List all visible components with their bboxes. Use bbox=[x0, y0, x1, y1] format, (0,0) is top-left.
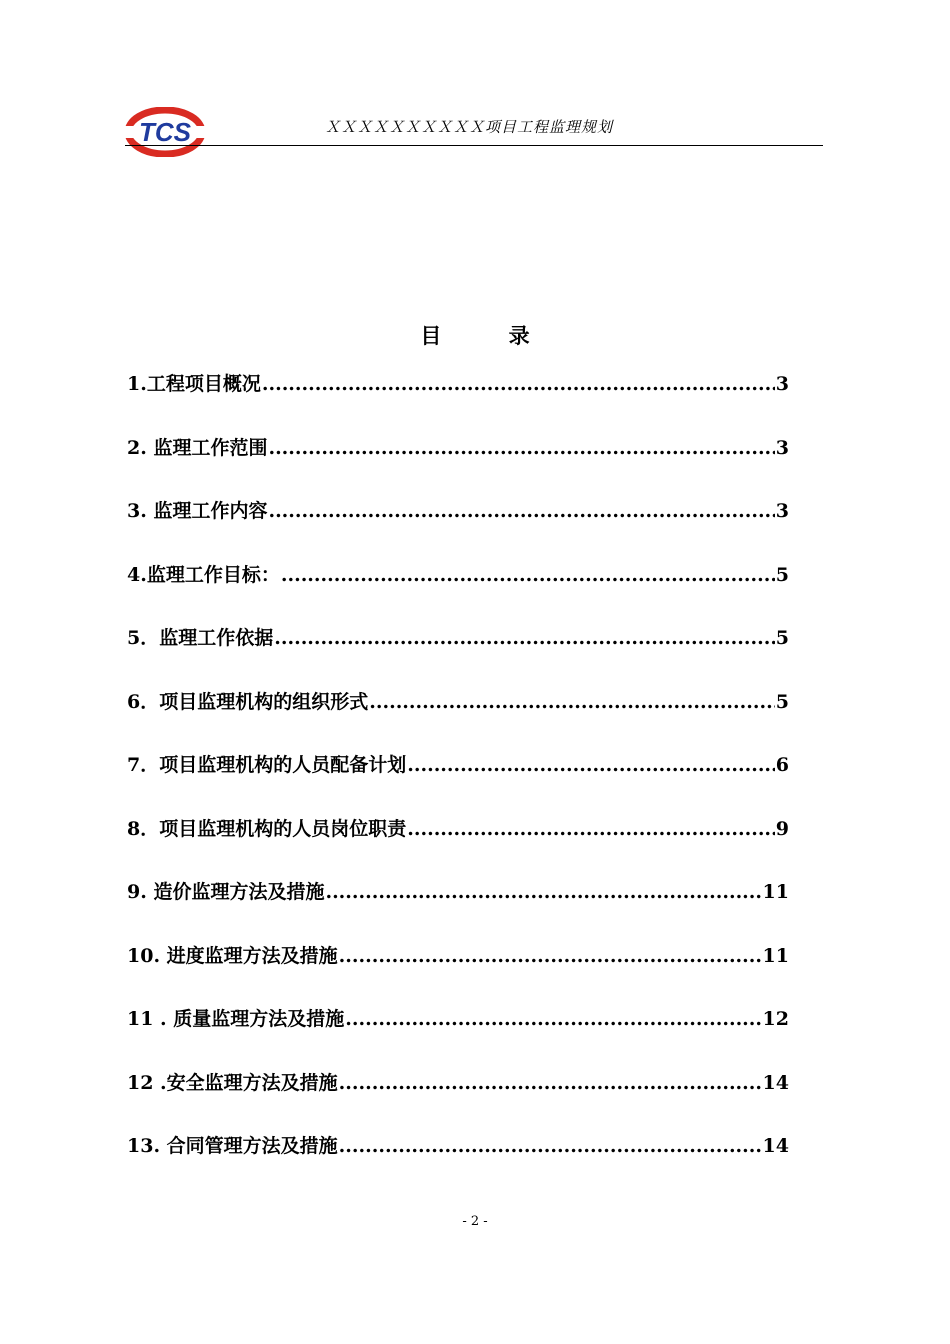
toc-leader-dots bbox=[325, 881, 761, 903]
toc-entry-page: 5 bbox=[775, 690, 789, 713]
toc-entry[interactable] bbox=[127, 814, 789, 878]
toc-entry-page: 5 bbox=[775, 627, 789, 649]
toc-heading: 目 录 bbox=[420, 323, 560, 348]
toc-entry[interactable] bbox=[127, 877, 789, 941]
toc-leader-dots bbox=[339, 1135, 762, 1157]
toc-entry-page: 14 bbox=[762, 1135, 789, 1157]
toc-entry-label: 7．项目监理机构的人员配备计划 bbox=[127, 754, 407, 776]
toc-entry-label: 4.监理工作目标： bbox=[127, 563, 280, 586]
company-logo bbox=[125, 107, 205, 157]
toc-entry-page: 11 bbox=[762, 944, 789, 967]
toc-entry-label: 10. 进度监理方法及措施 bbox=[127, 944, 338, 967]
toc-entry[interactable] bbox=[127, 1068, 789, 1132]
toc-entry-label: 12 .安全监理方法及措施 bbox=[127, 1071, 338, 1094]
toc-entry[interactable] bbox=[127, 496, 789, 560]
toc-leader-dots bbox=[339, 1072, 762, 1094]
toc-leader-dots bbox=[339, 945, 762, 967]
toc-leader-dots bbox=[345, 1008, 761, 1030]
toc-entry-label: 11 . 质量监理方法及措施 bbox=[127, 1008, 345, 1030]
toc-leader-dots bbox=[262, 373, 775, 395]
toc-leader-dots bbox=[281, 564, 775, 586]
logo-text: TCS bbox=[139, 117, 191, 147]
toc-entry-label: 8．项目监理机构的人员岗位职责 bbox=[127, 817, 407, 840]
toc-entry-page: 3 bbox=[775, 500, 789, 522]
page-number: - 2 - bbox=[462, 1214, 488, 1229]
toc-entry-page: 11 bbox=[762, 881, 789, 903]
toc-entry[interactable] bbox=[127, 369, 789, 433]
toc-entry-page: 5 bbox=[775, 563, 789, 586]
toc-entry[interactable] bbox=[127, 623, 789, 687]
toc-entry-label: 13. 合同管理方法及措施 bbox=[127, 1135, 338, 1157]
toc-leader-dots bbox=[268, 500, 774, 522]
toc-entry-label: 3. 监理工作内容 bbox=[127, 500, 268, 522]
toc-entry[interactable] bbox=[127, 750, 789, 814]
toc-entry[interactable] bbox=[127, 687, 789, 751]
toc-entry-page: 12 bbox=[762, 1008, 789, 1030]
toc-entry-label: 2. 监理工作范围 bbox=[127, 436, 268, 459]
toc-entry[interactable] bbox=[127, 1004, 789, 1068]
header-divider bbox=[125, 145, 823, 146]
toc-entry[interactable] bbox=[127, 560, 789, 624]
toc-entry[interactable] bbox=[127, 941, 789, 1005]
toc-entry-page: 6 bbox=[775, 754, 789, 776]
toc-entry-label: 9. 造价监理方法及措施 bbox=[127, 881, 325, 903]
toc-entry-label: 6．项目监理机构的组织形式 bbox=[127, 690, 369, 713]
toc-entry-label: 5．监理工作依据 bbox=[127, 627, 274, 649]
toc-leader-dots bbox=[369, 691, 775, 713]
toc-entry-page: 3 bbox=[775, 436, 789, 459]
toc-leader-dots bbox=[407, 754, 775, 776]
toc-entry[interactable] bbox=[127, 1131, 789, 1195]
table-of-contents bbox=[127, 369, 789, 1195]
page-header bbox=[125, 104, 823, 156]
toc-entry-page: 14 bbox=[762, 1071, 789, 1094]
toc-leader-dots bbox=[274, 627, 775, 649]
toc-entry-page: 3 bbox=[775, 373, 789, 395]
toc-leader-dots bbox=[268, 437, 774, 459]
toc-leader-dots bbox=[407, 818, 775, 840]
header-title: ＸＸＸＸＸＸＸＸＸＸ项目工程监理规划 bbox=[325, 118, 614, 136]
toc-entry-label: 1.工程项目概况 bbox=[127, 373, 261, 395]
toc-entry[interactable] bbox=[127, 433, 789, 497]
toc-entry-page: 9 bbox=[775, 817, 789, 840]
